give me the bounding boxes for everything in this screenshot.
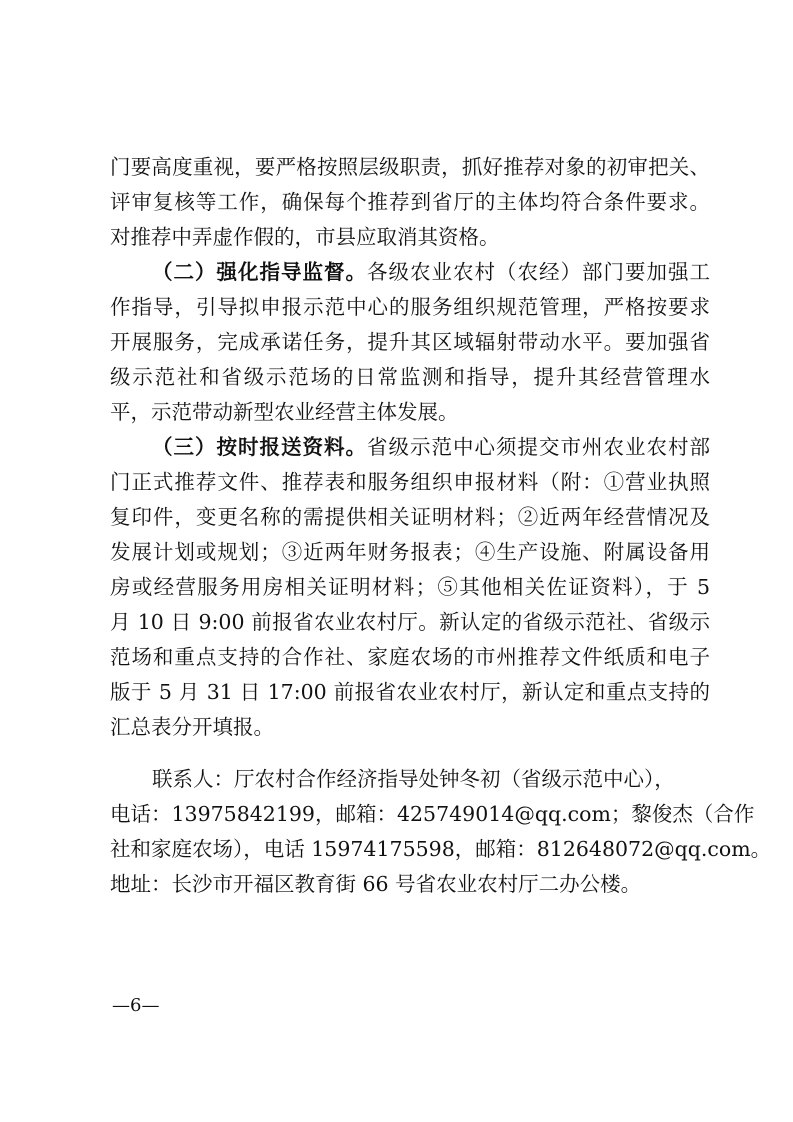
paragraph-submit-materials [110, 430, 710, 745]
text-line: 范场和重点支持的合作社、家庭农场的市州推荐文件纸质和电子 [110, 645, 710, 669]
text-line: 开展服务，完成承诺任务，提升其区域辐射带动水平。要加强省 [110, 330, 710, 354]
section-heading: （三）按时报送资料。 [152, 435, 367, 459]
paragraph-guidance-supervision [110, 255, 710, 430]
text-line: 作指导，引导拟申报示范中心的服务组织规范管理，严格按要求 [110, 295, 710, 319]
text-line: 评审复核等工作，确保每个推荐到省厅的主体均符合条件要求。 [110, 190, 710, 214]
document-body [110, 150, 772, 902]
text-line: 电话：13975842199，邮箱：425749014@qq.com；黎俊杰（合作 [110, 802, 755, 826]
text-line: 对推荐中弄虚作假的，市县应取消其资格。 [110, 225, 500, 249]
text-line: 房或经营服务用房相关证明材料；⑤其他相关佐证资料），于 5 [110, 575, 710, 599]
text-line: 门要高度重视，要严格按照层级职责，抓好推荐对象的初审把关、 [110, 155, 710, 179]
text-line: 版于 5 月 31 日 17:00 前报省农业农村厅，新认定和重点支持的 [110, 680, 710, 704]
text-line: 社和家庭农场），电话 15974175598，邮箱：812648072@qq.com。 [110, 837, 772, 861]
text-line: 发展计划或规划；③近两年财务报表；④生产设施、附属设备用 [110, 540, 710, 564]
page-number: —6— [112, 995, 160, 1016]
text-line: 复印件，变更名称的需提供相关证明材料；②近两年经营情况及 [110, 505, 710, 529]
text-line: 级示范社和省级示范场的日常监测和指导，提升其经营管理水 [110, 365, 710, 389]
paragraph-spacer [110, 745, 710, 762]
text-line: 月 10 日 9:00 前报省农业农村厅。新认定的省级示范社、省级示 [110, 610, 710, 634]
text-line: 汇总表分开填报。 [110, 715, 274, 739]
text-line: 地址：长沙市开福区教育街 66 号省农业农村厅二办公楼。 [110, 872, 642, 896]
text-span: 省级示范中心须提交市州农业农村部 [367, 435, 710, 459]
text-span: 各级农业农村（农经）部门要加强工 [367, 260, 710, 284]
text-line [110, 430, 710, 465]
text-line: 联系人：厅农村合作经济指导处钟冬初（省级示范中心）， [152, 767, 675, 791]
text-line: 平，示范带动新型农业经营主体发展。 [110, 400, 459, 424]
section-heading: （二）强化指导监督。 [152, 260, 367, 284]
paragraph-contact [110, 762, 772, 902]
text-line [110, 255, 710, 290]
paragraph-continuation [110, 150, 710, 255]
text-line: 门正式推荐文件、推荐表和服务组织申报材料（附：①营业执照 [110, 470, 710, 494]
